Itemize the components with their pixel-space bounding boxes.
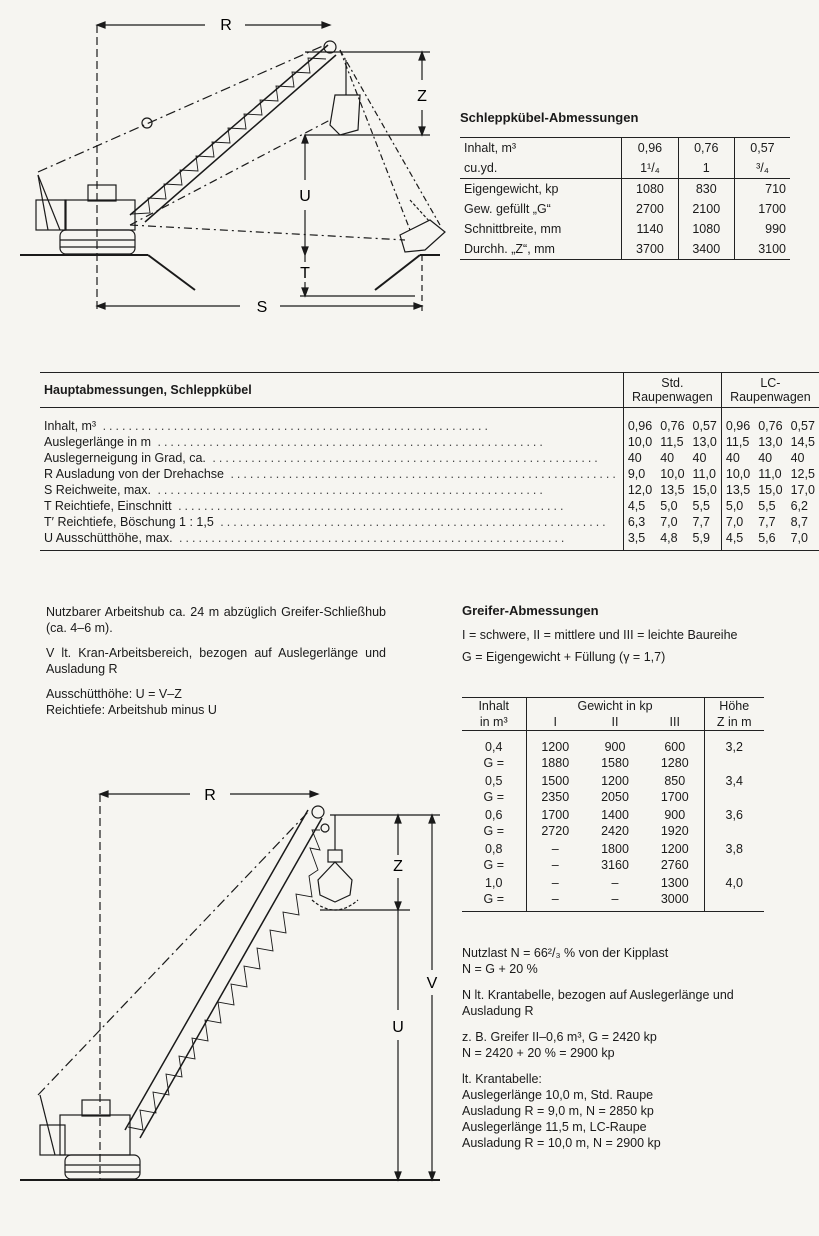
group-header-lc: LC-Raupenwagen [721, 373, 819, 408]
cell: 3400 [678, 239, 734, 260]
leader-dots: ............................................................ [171, 499, 567, 513]
cell: 5,5 [692, 499, 710, 513]
note-example-n: N = 2420 + 20 % = 2900 kp [462, 1046, 615, 1060]
cell: 11,0 [692, 467, 716, 481]
cell: – [611, 876, 619, 890]
greifer-line2: G = Eigengewicht + Füllung (γ = 1,7) [462, 650, 666, 664]
dim-label-r: R [220, 17, 232, 34]
cell: 5,9 [689, 530, 722, 551]
cell: – [526, 839, 584, 857]
row-label [40, 498, 623, 514]
row-label-text: U Ausschütthöhe, max. [44, 531, 173, 545]
cell: 40 [721, 450, 754, 466]
dim-label-t: T [300, 265, 310, 282]
cell: 5,0 [660, 499, 678, 513]
head-ii: II [584, 714, 646, 731]
cell: 1580 [601, 756, 629, 770]
dim-label-u: U [392, 1019, 404, 1036]
cell: 1200 [526, 731, 584, 756]
greifer-title: Greifer-Abmessungen [462, 603, 599, 618]
cell: – [526, 891, 584, 912]
cell: 13,5 [660, 483, 685, 497]
cell: 1880 [526, 755, 584, 771]
cell: 1¹/₄ [622, 158, 678, 179]
dim-label-r: R [204, 787, 216, 804]
hoehe-cell: 3,4 [704, 771, 764, 789]
cell: 3700 [622, 239, 678, 260]
cell: 1700 [734, 199, 790, 219]
row-label: Inhalt, m³ [460, 138, 622, 159]
row-label-text: T Reichtiefe, Einschnitt [44, 499, 172, 513]
note-example: z. B. Greifer II–0,6 m³, G = 2420 kp [462, 1030, 657, 1044]
leader-dots: ............................................................ [96, 419, 491, 433]
head-inhalt: Inhalt [462, 698, 526, 715]
hoehe-cell: 3,8 [704, 839, 764, 857]
cell: 710 [734, 179, 790, 200]
cell: 40 [660, 451, 675, 465]
table-row [40, 466, 819, 482]
cell: 0,57 [692, 419, 717, 433]
row-label [40, 450, 623, 466]
empty-cell [704, 823, 764, 839]
cell: 12,5 [790, 467, 815, 481]
table-row [462, 805, 764, 823]
cell: 7,7 [692, 515, 710, 529]
table-row [40, 434, 819, 450]
cell: 15,0 [692, 483, 717, 497]
table-row [40, 482, 819, 498]
row-label-text: Auslegerneigung in Grad, ca. [44, 451, 206, 465]
cell: 4,5 [721, 530, 754, 551]
cell: 40 [758, 451, 773, 465]
cell: 12,0 [623, 482, 656, 498]
note-ausladung-1: Ausladung R = 9,0 m, N = 2850 kp [462, 1104, 654, 1118]
cell: 1200 [660, 842, 689, 856]
table-row [40, 530, 819, 551]
cell: 9,0 [623, 466, 656, 482]
note-nutzlast: Nutzlast N = 66²/₃ % von der Kipplast [462, 946, 669, 960]
cell: 1 [678, 158, 734, 179]
row-label-text: S Reichweite, max. [44, 483, 151, 497]
note-krantabelle: lt. Krantabelle: [462, 1072, 542, 1086]
head-gewicht: Gewicht in kp [526, 698, 704, 715]
note-n-krantabelle: N lt. Krantabelle, bezogen auf Auslegerlänge und Ausladung R [462, 988, 734, 1018]
group-header-std: Std. Raupenwagen [623, 373, 721, 408]
table-row [40, 498, 819, 514]
cell: 2420 [601, 824, 629, 838]
cell: 830 [678, 179, 734, 200]
g-label-cell: G = [483, 756, 504, 770]
cell: 40 [790, 451, 805, 465]
schleppkuebel-table [460, 137, 790, 260]
head-i: I [526, 714, 584, 731]
cell: 1500 [526, 771, 584, 789]
cell: 1400 [601, 808, 629, 822]
row-label: Schnittbreite, mm [464, 222, 562, 236]
inhalt-cell: 0,6 [485, 808, 503, 822]
head-inhalt-unit: in m³ [462, 714, 526, 731]
cell: 7,0 [787, 530, 819, 551]
cell: 5,5 [758, 499, 776, 513]
cell: 0,96 [721, 408, 754, 435]
table-row [40, 450, 819, 466]
cell: 2720 [526, 823, 584, 839]
schleppkuebel-title: Schleppkübel-Abmessungen [460, 110, 639, 125]
cell: 4,8 [656, 530, 688, 551]
cell: 1700 [526, 805, 584, 823]
dim-label-u: U [299, 188, 311, 205]
row-label [40, 530, 623, 551]
row-label [40, 408, 623, 435]
table-row [462, 891, 764, 912]
cell: 0,76 [758, 419, 783, 433]
hoehe-cell: 3,2 [704, 731, 764, 756]
inhalt-cell: 0,5 [485, 774, 503, 788]
cell: 11,5 [660, 435, 684, 449]
leader-dots: ............................................................ [205, 451, 601, 465]
row-label-text: R Ausladung von der Drehachse [44, 467, 224, 481]
cell: 4,5 [623, 498, 656, 514]
greifer-table [462, 697, 764, 912]
cell: 5,6 [754, 530, 786, 551]
grab-crane-diagram [0, 770, 450, 1190]
cell: 2100 [678, 199, 734, 219]
row-label-text: T′ Reichtiefe, Böschung 1 : 1,5 [44, 515, 214, 529]
g-label-cell: G = [483, 858, 504, 872]
cell: 10,0 [660, 467, 685, 481]
head-hoehe: Höhe [704, 698, 764, 715]
dragline-diagram [0, 0, 450, 330]
cell: 900 [664, 808, 686, 822]
cell: 600 [664, 740, 686, 754]
empty-cell [704, 755, 764, 771]
row-label [40, 434, 623, 450]
table-row [40, 514, 819, 530]
note-v: V lt. Kran-Arbeitsbereich, bezogen auf Auslegerlänge und Ausladung R [46, 646, 386, 676]
leader-dots: ............................................................ [150, 483, 546, 497]
cell: – [526, 857, 584, 873]
cell: 3000 [646, 891, 704, 912]
empty-cell [704, 891, 764, 912]
leader-dots: ............................................................ [213, 515, 609, 529]
cell: – [526, 873, 584, 891]
note-reichtiefe: Reichtiefe: Arbeitshub minus U [46, 703, 217, 717]
cell: ³/₄ [734, 158, 790, 179]
table-row [462, 789, 764, 805]
cell: 11,5 [721, 434, 754, 450]
row-label [40, 466, 623, 482]
inhalt-cell: 1,0 [485, 876, 503, 890]
notes-left [46, 604, 386, 727]
cell: 0,57 [734, 138, 790, 159]
cell: 1800 [601, 842, 629, 856]
table-row [462, 857, 764, 873]
cell: 7,0 [721, 514, 754, 530]
cell: – [584, 891, 646, 912]
cell: 13,5 [721, 482, 754, 498]
table-row [462, 755, 764, 771]
dim-label-z: Z [393, 858, 403, 875]
cell: 990 [734, 219, 790, 239]
table-row [462, 731, 764, 756]
cell: 2760 [660, 858, 689, 872]
row-label: cu.yd. [464, 161, 498, 175]
table-row [462, 771, 764, 789]
cell: 2050 [601, 790, 629, 804]
cell: 2350 [526, 789, 584, 805]
hoehe-cell: 3,6 [704, 805, 764, 823]
cell: 15,0 [758, 483, 783, 497]
cell: 1200 [601, 774, 629, 788]
leader-dots: ............................................................ [172, 531, 568, 545]
cell: 3,5 [623, 530, 656, 551]
cell: 6,2 [790, 499, 808, 513]
empty-cell [704, 857, 764, 873]
g-label-cell: G = [462, 891, 526, 912]
table-row [462, 823, 764, 839]
cell: 0,57 [790, 419, 815, 433]
hoehe-cell: 4,0 [704, 873, 764, 891]
dim-label-v: V [426, 975, 438, 992]
cell: 1700 [660, 790, 689, 804]
cell: 13,0 [758, 435, 783, 449]
cell: 7,0 [660, 515, 678, 529]
note-n-formula: N = G + 20 % [462, 962, 538, 976]
table-title: Hauptabmessungen, Schleppkübel [40, 373, 623, 408]
table-row [462, 873, 764, 891]
cell: 1280 [660, 756, 689, 770]
cell: 0,76 [678, 138, 734, 159]
cell: 1300 [660, 876, 689, 890]
cell: 850 [664, 774, 686, 788]
table-row [462, 839, 764, 857]
cell: 0,96 [623, 408, 656, 435]
greifer-intro [462, 627, 764, 671]
inhalt-cell: 0,4 [485, 740, 503, 754]
leader-dots: ............................................................ [151, 435, 546, 449]
dim-label-s: S [256, 299, 268, 316]
row-label [40, 482, 623, 498]
table-row [40, 408, 819, 435]
cell: 6,3 [623, 514, 656, 530]
cell: 10,0 [623, 434, 656, 450]
cell: 7,7 [758, 515, 776, 529]
cell: 3100 [734, 239, 790, 260]
cell: 40 [692, 451, 707, 465]
note-ausleger-2: Auslegerlänge 11,5 m, LC-Raupe [462, 1120, 647, 1134]
cell: 13,0 [692, 435, 717, 449]
row-label: Eigengewicht, kp [460, 179, 622, 200]
cell: 10,0 [721, 466, 754, 482]
empty-cell [704, 789, 764, 805]
greifer-line1: I = schwere, II = mittlere und III = leichte Baureihe [462, 628, 738, 642]
cell: 14,5 [790, 435, 815, 449]
cell: 1920 [660, 824, 689, 838]
hauptabmessungen-table [40, 372, 819, 551]
cell: 40 [623, 450, 656, 466]
note-ausschuetthoehe: Ausschütthöhe: U = V–Z [46, 687, 182, 701]
cell: 11,0 [758, 467, 782, 481]
cell: 17,0 [790, 483, 815, 497]
greifer-notes [462, 945, 772, 1151]
cell: 1080 [622, 179, 678, 200]
cell: 5,0 [721, 498, 754, 514]
cell: 2700 [622, 199, 678, 219]
row-label [40, 514, 623, 530]
note-ausladung-2: Ausladung R = 10,0 m, N = 2900 kp [462, 1136, 661, 1150]
g-label-cell: G = [483, 824, 504, 838]
row-label: Durchh. „Z“, mm [460, 239, 622, 260]
g-label-cell: G = [483, 790, 504, 804]
row-label: Gew. gefüllt „G“ [464, 202, 551, 216]
cell: 8,7 [790, 515, 808, 529]
cell: 0,76 [660, 419, 685, 433]
row-label-text: Auslegerlänge in m [44, 435, 152, 449]
cell: 1080 [678, 219, 734, 239]
note-arbeitshub: Nutzbarer Arbeitshub ca. 24 m abzüglich Greifer-Schließhub (ca. 4–6 m). [46, 605, 386, 635]
note-ausleger-1: Auslegerlänge 10,0 m, Std. Raupe [462, 1088, 654, 1102]
head-hoehe-unit: Z in m [704, 714, 764, 731]
row-label-text: Inhalt, m³ [44, 419, 97, 433]
dim-label-z: Z [417, 88, 427, 105]
cell: 0,96 [622, 138, 678, 159]
leader-dots: ............................................................ [223, 467, 619, 481]
head-iii: III [646, 714, 704, 731]
cell: 3160 [601, 858, 629, 872]
inhalt-cell: 0,8 [485, 842, 503, 856]
cell: 900 [604, 740, 626, 754]
cell: 1140 [622, 219, 678, 239]
